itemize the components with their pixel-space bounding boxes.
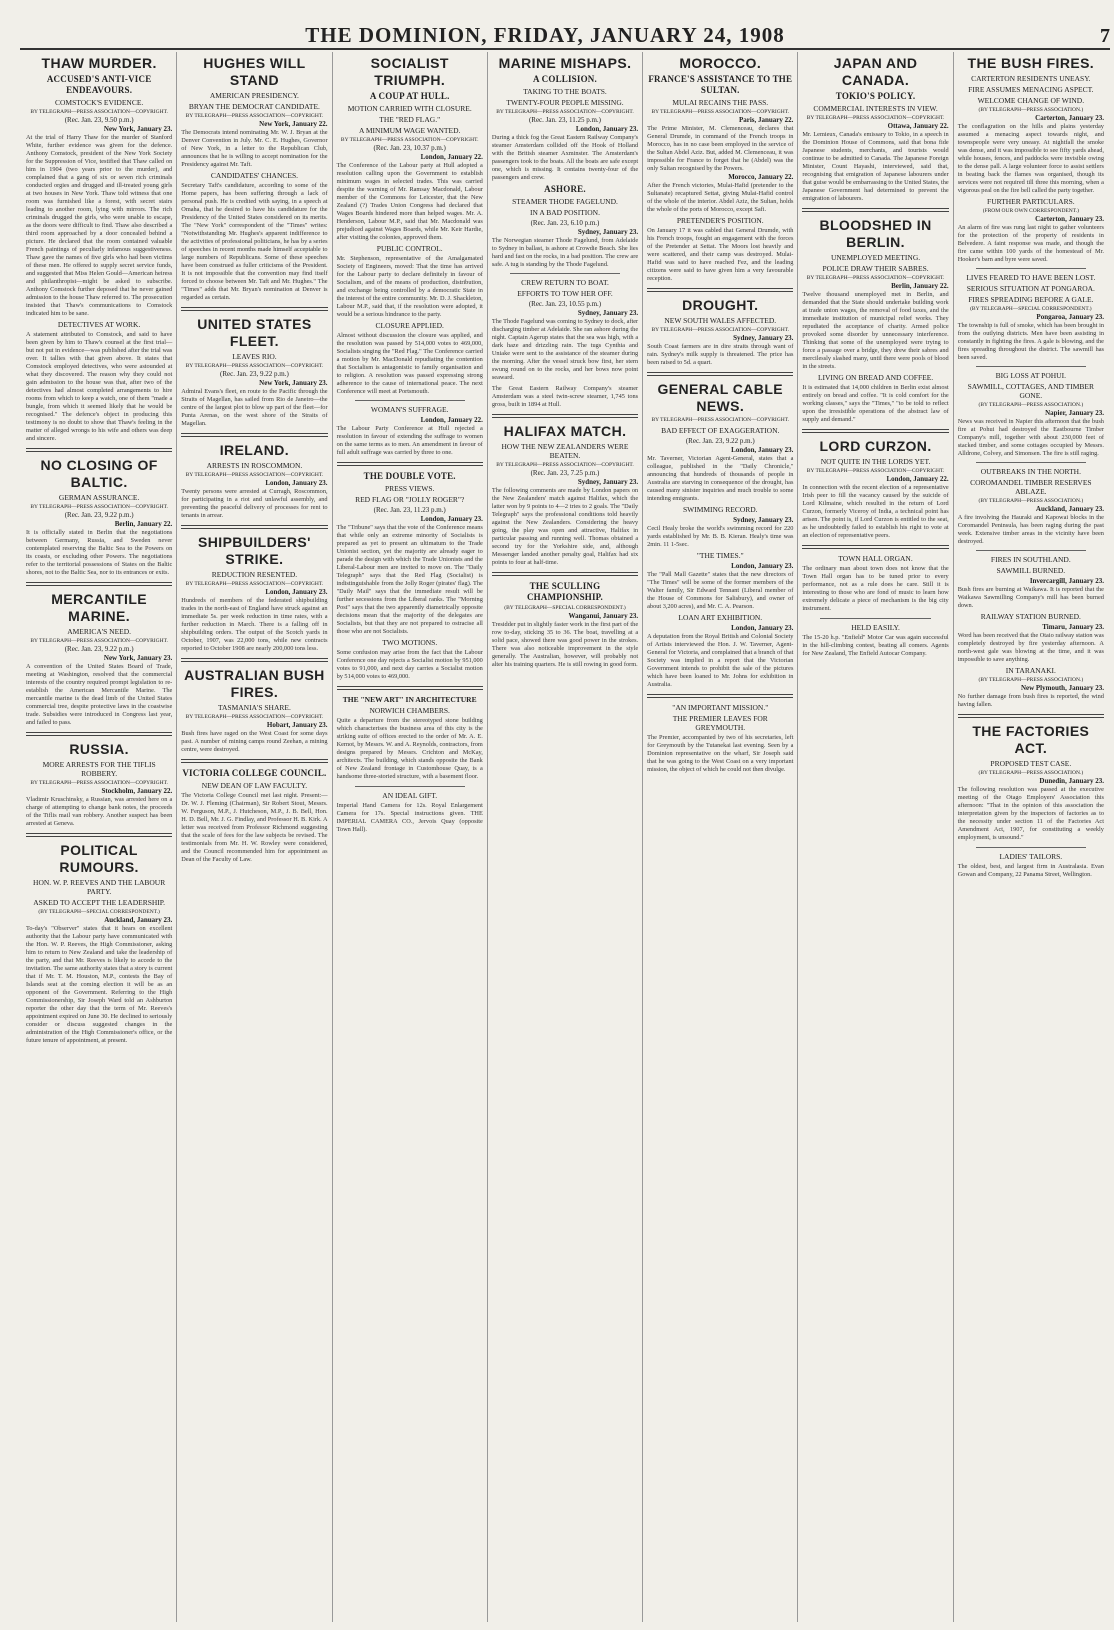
divider	[976, 462, 1086, 463]
credit-line: BY TELEGRAPH—PRESS ASSOCIATION—COPYRIGHT.	[185, 581, 324, 587]
headline: RUSSIA.	[69, 741, 129, 757]
credit-line: BY TELEGRAPH—PRESS ASSOCIATION—COPYRIGHT.	[340, 137, 479, 143]
dateline: Sydney, January 23.	[577, 228, 639, 236]
article-body: South Coast farmers are in dire straits through want of rain. Sydney's milk supply is threatened. The price has been raised to 5d. a quart.	[647, 343, 794, 366]
headline: HUGHES WILL STAND	[203, 55, 306, 88]
subheadline: PROPOSED TEST CASE.	[990, 759, 1072, 768]
credit-line: BY TELEGRAPH—PRESS ASSOCIATION—COPYRIGHT.	[185, 472, 324, 478]
article-body: Bush fires have raged on the West Coast for some days past. A number of mining camps round Zeehan, a mining centre, were destroyed.	[181, 730, 328, 753]
headline: IRELAND.	[219, 442, 290, 458]
divider	[820, 618, 930, 619]
subheadline: LIVES FEARED TO HAVE BEEN LOST.	[966, 273, 1096, 282]
article-body: Mr. Lemieux, Canada's emissary to Tokio, in a speech in the Dominion House of Commons, said that bona fide Japanese students, merchants, and tourists would continue to be admitted to Canada. The Japanese Foreign Minister, Count Hayashi, interviewed, said that, recognising that emigration of Japanese labourers under that guise would be embarrassing to the United States, the Japanese Government had determined to prevent the emigration of labourers.	[802, 131, 949, 202]
subheadline: WOMAN'S SUFFRAGE.	[370, 405, 449, 414]
received-line: (Rec. Jan. 23, 9.22 p.m.)	[685, 437, 755, 445]
column-1	[22, 52, 177, 1622]
dateline: Auckland, January 23.	[1035, 505, 1104, 513]
article-body: Hundreds of members of the federated shipbuilding trades in the north-east of England have struck against an immediate 5s. per week reduction in time rates, with a further reduction in March. There is a falling off in shipbuilding orders. The output of the Scotch yards in October, 1907, was 22,000 tons, while new contracts reported to October 1908 are nearly 200,000 tons less.	[181, 597, 328, 652]
article-morocco	[647, 55, 793, 283]
credit-line: (BY TELEGRAPH—SPECIAL CORRESPONDENT.)	[504, 605, 626, 611]
subheadline: FIRES SPREADING BEFORE A GALE.	[968, 295, 1094, 304]
article-body: Bush fires are burning at Waikawa. It is reported that the Waikawa Sawmilling Company's mill has been burned down.	[957, 586, 1104, 609]
divider	[976, 366, 1086, 367]
article-japan-canada	[802, 55, 948, 203]
article-double-vote	[337, 471, 483, 681]
dateline: Dunedin, January 23.	[1039, 777, 1104, 785]
advert-ideal-gift	[337, 791, 483, 834]
received-line: (Rec. Jan. 23, 10.55 p.m.)	[528, 300, 602, 308]
dateline: New Plymouth, January 23.	[1020, 684, 1104, 692]
subheadline: PUBLIC CONTROL.	[376, 244, 443, 253]
article-hughes	[181, 55, 327, 302]
headline: SOCIALIST TRIUMPH.	[370, 55, 449, 88]
divider	[181, 658, 327, 662]
subheadline: BRYAN THE DEMOCRAT CANDIDATE.	[188, 102, 320, 111]
article-body: To-day's "Observer" states that it hears on excellent authority that the Labour party have communicated with the Hon. W. P. Reeves, the High Commissioner, asking him to return to New Zealand and take the leadership of the party, and that Mr. Reeves is likely to accede to the invitation. The same authority states that a story is current that if Mr. T. M. Houston, M.P., contests the Bay of Islands seat at the coming election it will be as an opponent of the Government. Referring to the High Commissionership, Sir Joseph Ward told an Ashburton reporter the other day that the term of Mr. Reeves's appointment expired on June 30. He declined to seriously consider or discuss suggested changes in the administration of the High Commissioner's office, or the future tenure of appointment, at present.	[26, 925, 173, 1044]
article-sculling	[492, 581, 638, 669]
credit-line: (FROM OUR OWN CORRESPONDENT.)	[982, 208, 1079, 214]
advert-ladies-tailors	[958, 852, 1104, 879]
headline: AUSTRALIAN BUSH FIRES.	[184, 667, 325, 700]
subheadline: AMERICA'S NEED.	[67, 627, 132, 636]
credit-line: BY TELEGRAPH—PRESS ASSOCIATION—COPYRIGHT.	[651, 327, 790, 333]
subheadline: "THE TIMES."	[696, 551, 744, 560]
article-note: The Great Eastern Railway Company's steamer Amsterdam was a steel twin-screw steamer, 1,745 tons gross, built in 1894 at Hull.	[491, 385, 639, 408]
subheadline: FURTHER PARTICULARS.	[987, 197, 1075, 206]
credit-line: BY TELEGRAPH—PRESS ASSOCIATION—COPYRIGHT.	[651, 109, 790, 115]
dateline: Pongaroa, January 23.	[1036, 313, 1104, 321]
article-body: Quite a departure from the stereotyped stone building which characterises the business area of this city is the striking suite of offices erected to the order of Mr. A. E. Kernot, by Messrs. W. and A. Reynolds, contractors, from designs prepared by Messrs. Crichton and McKay, architects. The building, which stands opposite the Bank of New Zealand frontage in Customhouse Quay, is a handsome three-storied structure, with a basement floor.	[336, 717, 483, 780]
article-new-art	[337, 695, 483, 781]
dateline: Sydney, January 23.	[577, 309, 639, 317]
headline: JAPAN AND CANADA.	[833, 55, 918, 88]
divider	[802, 208, 948, 212]
column-5	[643, 52, 798, 1622]
article-body: The Thode Fagelund was coming to Sydney to dock, after discharging timber at Adelaide. She ran ashore during the night. Captain Agerup states that the sea was high, with a dark haze and drizzling rain. The tugs Cynthia and Uniake were sent to the assistance of the steamer during the morning. After the vessel struck bow first, her stern swung round on to the rocks, and her bows now point seaward.	[491, 318, 639, 381]
divider	[355, 400, 465, 401]
article-australian-bush-fires	[181, 667, 327, 754]
subheadline: TOWN HALL ORGAN.	[838, 554, 913, 563]
headline: HALIFAX MATCH.	[503, 423, 627, 439]
column-2	[177, 52, 332, 1622]
dateline: New York, January 23.	[259, 379, 328, 387]
subheadline: PRESS VIEWS.	[384, 484, 435, 493]
article-body: In connection with the recent election of a representative Irish peer to fill the vacancy caused by the suicide of Lord Kilmaine, which resulted in the return of Lord Curzon, formerly Viceroy of India, a technical point has arisen. The point is, if Lord Curzon is entitled to the seat, as he undoubtedly failed to establish his right to vote at an election of representative peers.	[802, 484, 949, 539]
subheadline: ACCUSED'S ANTI-VICE ENDEAVOURS.	[46, 74, 152, 95]
credit-line: BY TELEGRAPH—PRESS ASSOCIATION—COPYRIGHT.	[496, 109, 634, 115]
article-bush-fires	[958, 55, 1104, 709]
dateline: London, January 23.	[265, 588, 328, 596]
subheadline: HOW THE NEW ZEALANDERS WERE BEATEN.	[501, 442, 629, 460]
credit-line: BY TELEGRAPH—PRESS ASSOCIATION—COPYRIGHT.	[30, 780, 168, 786]
credit-line: BY TELEGRAPH—PRESS ASSOCIATION—COPYRIGHT.	[30, 504, 168, 510]
subheadline: FRANCE'S ASSISTANCE TO THE SULTAN.	[648, 74, 793, 95]
subheadline: UNEMPLOYED MEETING.	[830, 253, 921, 262]
article-important-mission	[647, 703, 793, 774]
subheadline: POLICE DRAW THEIR SABRES.	[822, 264, 929, 273]
advert-body: The 15-20 h.p. "Enfield" Motor Car was again successful in the hill-climbing contest, beating all comers. Agents for New Zealand, The Enfield Autocar Company.	[802, 634, 949, 657]
headline: BLOODSHED IN BERLIN.	[819, 217, 932, 250]
divider	[337, 462, 483, 466]
dateline: London, January 23.	[731, 446, 794, 454]
article-body: Admiral Evans's fleet, en route to the Pacific through the Straits of Magellan, has sailed from Rio de Janeiro—the centre of the largest plot to blow up part of the fleet—for Punta Arenas, on the west shore of the Straits of Magellan.	[181, 388, 328, 427]
article-body: It is estimated that 14,000 children in Berlin exist almost entirely on bread and coffee. "It is cold comfort for the working classes," says the "Times," "to be told to reflect upon the irresistible operations of the abstract law of supply and demand."	[802, 384, 949, 423]
article-body: Word has been received that the Otaio railway station was completely destroyed by fire yesterday afternoon. A north-west gale was blowing at the time, and it was impossible to save anything.	[957, 632, 1104, 663]
subheadline: TWENTY-FOUR PEOPLE MISSING.	[506, 98, 624, 107]
divider	[181, 433, 327, 437]
column-6	[798, 52, 953, 1622]
column-4	[488, 52, 643, 1622]
article-body: It is officially stated in Berlin that the negotiations between Germany, Russia, and Sweden never contemplated reserving the Baltic Sea to the Powers on its coasts, or excluding other Powers. The negotiations refer to the territorial possessions of States on the Baltic shores, not to the Baltic Sea, nor to its entrances or exits.	[26, 529, 173, 576]
received-line: (Rec. Jan. 23, 9.22 p.m.)	[220, 370, 289, 378]
dateline: London, January 22.	[420, 153, 483, 161]
subheadline: FIRE ASSUMES MENACING ASPECT.	[968, 85, 1094, 94]
headline: DROUGHT.	[682, 297, 759, 313]
article-russia	[26, 741, 172, 828]
subheadline: "AN IMPORTANT MISSION."	[672, 703, 769, 712]
credit-line: (BY TELEGRAPH—PRESS ASSOCIATION.)	[978, 402, 1084, 408]
subheadline: THE PREMIER LEAVES FOR GREYMOUTH.	[672, 714, 768, 732]
subheadline: A COLLISION.	[533, 74, 597, 84]
subheadline: SWIMMING RECORD.	[682, 505, 758, 514]
article-body: Twenty persons were arrested at Curragh, Roscommon, for participating in a riot and unlawful assembly, and preventing the peaceful delivery of processes for rent to tenants in arrear.	[181, 488, 328, 519]
subheadline: STEAMER THODE FAGELUND.	[512, 197, 618, 206]
divider	[802, 545, 948, 549]
headline: VICTORIA COLLEGE COUNCIL.	[182, 768, 327, 778]
article-body: At the trial of Harry Thaw for the murder of Stanford White, further evidence was given for the defence. Anthony Comstock, president of the New York Society for the Suppression of Vice, testified that Thaw called on him in 1904 (two years prior to the murder), and complained that a gang of six or seven rich criminals conducted orgies and drugged and ill-treated young girls at two houses in New York. Thaw told witness that one room was furnished like a forest, with secret stairs leading to another room, lying with mirrors. The rich criminals drugged the girls, who were unable to escape, as the doors were difficult to find. Thaw also described a third room approached by a door concealed behind a picture. He declared that the room contained valuable French paintings of peculiarly infamous suggestiveness. Thaw gave the names of five girls who had been victims of these men. He offered to supply secret service funds, and suggested that Miss Helen Gould—American heiress and philanthropist—might be asked to subscribe. Anthony Comstock further deposed that he never gained admission to the house Thaw referred to. The prosecution insisted that Thaw's communications to Comstock indicated him to be sane.	[26, 134, 173, 317]
dateline: Carterton, January 23.	[1035, 215, 1104, 223]
received-line: (Rec. Jan. 23, 11.25 p.m.)	[528, 116, 602, 124]
credit-line: BY TELEGRAPH—PRESS ASSOCIATION—COPYRIGHT.	[185, 714, 324, 720]
headline: MERCANTILE MARINE.	[51, 591, 148, 624]
article-body: Twelve thousand unemployed met in Berlin, and demanded that the State should undertake building work at trade union wages, the removal of food taxes, and the immediate institution of municipal relief works. They repudiated the acceptance of charity. Armed police provoked some disorder by unnecessary interference. Thinking that some of the unemployed were trying to force a passage over a bridge, they drew their sabres and mercilessly slashed many, until there were pools of blood in the streets.	[802, 291, 949, 370]
subheadline: IN A BAD POSITION.	[529, 208, 600, 217]
dateline: London, January 23.	[420, 515, 483, 523]
article-baltic	[26, 457, 172, 577]
article-body: Mr. Taverner, Victorian Agent-General, states that a colleague, published in the "Daily Chronicle," announcing that hundreds of thousands of people in Australia are starving in consequence of the drought, has caused many sinister inquiries and much trouble to some intending emigrants.	[647, 455, 794, 502]
credit-line: BY TELEGRAPH—PRESS ASSOCIATION—COPYRIGHT.	[185, 363, 324, 369]
divider	[976, 550, 1086, 551]
subheadline: MORE ARRESTS FOR THE TIFLIS ROBBERY.	[42, 760, 156, 778]
subheadline: OUTBREAKS IN THE NORTH.	[980, 467, 1081, 476]
article-body: The following resolution was passed at the executive meeting of the Otago Employers' Association this afternoon: "That in the opinion of this association the interpretation given by the inspectors of factories as to the necessity under section 11 of the Factories Act Amendment Act, 1907, for constituting a weekly employment, is unsound."	[957, 786, 1104, 841]
headline: UNITED STATES FLEET.	[197, 316, 312, 349]
divider	[976, 847, 1086, 848]
subheadline: HELD EASILY.	[851, 623, 900, 632]
subheadline: AMERICAN PRESIDENCY.	[209, 91, 299, 100]
subheadline: MULAI RECAINS THE PASS.	[672, 98, 769, 107]
subheadline: LOAN ART EXHIBITION.	[678, 613, 763, 622]
article-body: After the French victories, Mulai-Hafid (pretender to the Sultanate) recaptured Settat, giving Mulai-Hafid control of the whole of the interior. Abdel Aziz, the Sultan, holds the whole of the ports of Morocco, except Safi.	[647, 182, 794, 213]
subheadline: RED FLAG OR "JOLLY ROGER"?	[355, 495, 465, 504]
subheadline: REDUCTION RESENTED.	[211, 570, 298, 579]
article-body: The Premier, accompanied by two of his secretaries, left for Greymouth by the Tutanekai last evening. Seen by a Dominion representative on the wharf, Sir Joseph said that he was going to the West Coast on a very important mission, the object of which he could not then divulge.	[647, 734, 794, 773]
subheadline: COMMERCIAL INTERESTS IN VIEW.	[813, 104, 938, 113]
dateline: Morocco, January 22.	[728, 173, 794, 181]
article-bloodshed-berlin	[802, 217, 948, 424]
subheadline: HON. W. P. REEVES AND THE LABOUR PARTY.	[33, 878, 166, 896]
subheadline: AN IDEAL GIFT.	[382, 791, 438, 800]
credit-line: (BY TELEGRAPH—PRESS ASSOCIATION.)	[978, 677, 1084, 683]
dateline: New York, January 23.	[103, 654, 173, 662]
article-body: Mr. Stephenson, representative of the Amalgamated Society of Engineers, moved: That the time has arrived for the Labour party to declare definitely in favour of Socialism, and of the means of production, distribution, and exchange being controlled by a democratic State in the interest of the entire community. Mr. D. J. Shackleton, Labour M.P., said that, if the resolution were adopted, it would be a serious hindrance to the party.	[336, 255, 483, 318]
article-body: During a thick fog the Great Eastern Railway Company's steamer Amsterdam collided off the Hook of Holland with the British steamer Axminster. The Amsterdam's passengers took to the boats. All the boats are safe except one, which is missing. It contains twenty-four of the passengers and crew.	[491, 134, 639, 181]
subheadline: COMSTOCK'S EVIDENCE.	[54, 98, 144, 107]
divider	[647, 288, 793, 292]
subheadline: FIRES IN SOUTHLAND.	[990, 555, 1071, 564]
dateline: New York, January 22.	[259, 120, 328, 128]
columns	[22, 52, 1108, 1622]
subheadline: NOT QUITE IN THE LORDS YET.	[820, 457, 931, 466]
masthead	[20, 22, 1110, 50]
credit-line: (BY TELEGRAPH—SPECIAL CORRESPONDENT.)	[970, 306, 1092, 312]
subheadline: RAILWAY STATION BURNED.	[980, 612, 1081, 621]
subheadline: BAD EFFECT OF EXAGGERATION.	[661, 426, 780, 435]
credit-line: (BY TELEGRAPH—SPECIAL CORRESPONDENT.)	[38, 909, 160, 915]
dateline: Sydney, January 23.	[733, 334, 794, 342]
dateline: New York, January 23.	[103, 125, 173, 133]
dateline: Berlin, January 22.	[891, 282, 949, 290]
headline: POLITICAL RUMOURS.	[59, 842, 139, 875]
dateline: Napier, January 23.	[1045, 409, 1104, 417]
divider	[26, 732, 172, 736]
subheadline: LIVING ON BREAD AND COFFEE.	[817, 373, 934, 382]
article-marine-mishaps	[492, 55, 638, 409]
page-number: 7	[1100, 25, 1110, 47]
divider	[492, 414, 638, 418]
divider	[181, 759, 327, 763]
subheadline: CANDIDATES' CHANCES.	[210, 171, 299, 180]
dateline: Sydney, January 23.	[733, 516, 794, 524]
subheadline: CARTERTON RESIDENTS UNEASY.	[971, 74, 1091, 83]
article-body: Almost without discussion the closure was applied, and the resolution was passed by 514,000 votes to 469,000, Socialists singing the "Red Flag." The Conference carried a motion by Mr. MacDonald repudiating the contention that Socialism is antagonistic to family organisation and to religion. A resolution was passed expressing strong adherence to the cause of international peace. The next Conference will meet at Portsmouth.	[336, 332, 483, 395]
article-body: The Prime Minister, M. Clemenceau, declares that General Drumde, in command of the French troops in Morocco, has in no case been employed in the service of the Sultan Abdel Aziz. But, added M. Clemenceau, it was impossible for France to forget that he (Abdel) was the only Sultan recognised by the Powers.	[647, 125, 794, 172]
received-line: (Rec. Jan. 23, 9.22 p.m.)	[64, 511, 134, 519]
divider	[26, 833, 172, 837]
received-line: (Rec. Jan. 23, 9.50 p.m.)	[64, 116, 134, 124]
article-body: The following comments are made by London papers on the New Zealanders' match against Halifax, which the latter won by 9 points to 4—2 tries to 2 goals. The "Daily Telegraph" says the professional conditions told heavily against the New Zealanders. Considering the heavy going, the play was open and attractive, Halifax in particular passing and running well. Thomas obtained a second try for the Yorkshire side, and, although Messenger landed another penalty goal, Halifax had six points to four at half-time.	[491, 487, 639, 566]
article-body: On January 17 it was cabled that General Drumde, with his French troops, fought an engagement with the forces of the Pretender at Settat. The Moors lost heavily and were scattered, and their camp was destroyed. Mulai-Hafid was said to have reached Fez, and the leading citizens were said to have given him a very favourable reception.	[647, 227, 794, 282]
headline: MOROCCO.	[679, 55, 762, 71]
article-body: The Conference of the Labour party at Hull adopted a resolution calling upon the Government to establish minimum wages in selected trades. This was carried despite the warning of Mr. Ramsay Macdonald, Labour member of the Commons for Leicester, that the New Zealand (?) Trades Union Congress had declared that Wages Boards hindered more than helped wages. Mr. A. Henderson, Labour M.P., said that Mr. Macdonald was prejudiced against Wages Boards, while Mr. Keir Hardie, after visiting the colonies, approved them.	[336, 162, 483, 241]
subheadline: TAKING TO THE BOATS.	[523, 87, 607, 96]
article-drought	[647, 297, 793, 367]
subheadline: MOTION CARRIED WITH CLOSURE.	[347, 104, 472, 113]
headline: THAW MURDER.	[41, 55, 157, 71]
received-line: (Rec. Jan. 23, 7.25 p.m.)	[530, 469, 600, 477]
article-halifax-match	[492, 423, 638, 567]
article-body: Cecil Healy broke the world's swimming record for 220 yards established by Mr. B. B. Kieran. Healy's time was 2min. 11 1-5sec.	[647, 525, 794, 548]
divider	[802, 429, 948, 433]
divider	[647, 694, 793, 698]
credit-line: BY TELEGRAPH—PRESS ASSOCIATION—COPYRIGHT.	[806, 275, 945, 281]
subheadline: SERIOUS SITUATION AT PONGAROA.	[966, 284, 1095, 293]
divider	[26, 448, 172, 452]
dateline: London, January 23.	[265, 479, 328, 487]
headline: THE SCULLING CHAMPIONSHIP.	[526, 581, 603, 602]
subheadline: SAWMILL BURNED.	[996, 566, 1066, 575]
article-body: Vladimir Kruschinsky, a Russian, was arrested here on a charge of attempting to change bank notes, the proceeds of the Tiflis mail van robbery. Another suspect has been arrested at Geneva.	[26, 796, 173, 827]
credit-line: (BY TELEGRAPH—PRESS ASSOCIATION.)	[978, 498, 1084, 504]
subheadline: LADIES' TAILORS.	[999, 852, 1063, 861]
credit-line: BY TELEGRAPH—PRESS ASSOCIATION—COPYRIGHT.	[30, 638, 168, 644]
credit-line: BY TELEGRAPH—PRESS ASSOCIATION—COPYRIGHT.	[30, 109, 168, 115]
subheadline: NEW DEAN OF LAW FACULTY.	[201, 781, 308, 790]
article-mercantile-marine	[26, 591, 172, 727]
divider	[26, 582, 172, 586]
dateline: Sydney, January 23.	[577, 478, 639, 486]
subheadline: DETECTIVES AT WORK.	[57, 320, 141, 329]
credit-line: BY TELEGRAPH—PRESS ASSOCIATION—COPYRIGHT.	[806, 468, 945, 474]
article-town-hall-organ	[802, 554, 948, 613]
received-line: (Rec. Jan. 23, 10.37 p.m.)	[373, 144, 446, 152]
subheadline: A MINIMUM WAGE WANTED.	[359, 126, 461, 135]
article-body: News was received in Napier this afternoon that the bush fire at Pohui had destroyed the Eastbourne Timber Company's mill, together with about 230,000 feet of stacked timber, and some cottages occupied by Messrs. Alldrone, Colvey, and Simonsen. The fire is still raging.	[957, 418, 1104, 457]
subheadline: TASMANIA'S SHARE.	[218, 703, 291, 712]
dateline: Invercargill, January 23.	[1029, 577, 1104, 585]
subheadline: ASKED TO ACCEPT THE LEADERSHIP.	[33, 898, 166, 907]
article-body: Tresidder put in slightly faster work in the first part of the row to-day, sticking 35 to 36. The boat, travelling at a solid pace, showed there was good power in the strokes. There was also noticeable improvement in the style generally. The Australian, however, will probably not alter his training quarters. He is still rowing in good form.	[491, 621, 639, 668]
article-body: No further damage from bush fires is reported, the wind having fallen.	[957, 693, 1104, 708]
subheadline: TOKIO'S POLICY.	[835, 91, 916, 101]
article-shipbuilders	[181, 534, 327, 653]
divider	[958, 714, 1104, 718]
headline: LORD CURZON.	[819, 438, 932, 454]
article-body: The Labour Party Conference at Hull rejected a resolution in favour of extending the suffrage to women on the same terms as to men. An amendment in favour of full adult suffrage was carried by three to one.	[336, 425, 483, 456]
subheadline: LEAVES RIO.	[232, 352, 277, 361]
received-line: (Rec. Jan. 23, 6.10 p.m.)	[530, 219, 600, 227]
headline: MARINE MISHAPS.	[498, 55, 632, 71]
headline: THE FACTORIES ACT.	[972, 723, 1090, 756]
dateline: London, January 23.	[731, 562, 794, 570]
credit-line: BY TELEGRAPH—PRESS ASSOCIATION—COPYRIGHT.	[185, 113, 324, 119]
article-victoria-college	[181, 768, 327, 864]
headline: THE DOUBLE VOTE.	[363, 471, 456, 481]
subheadline: CLOSURE APPLIED.	[375, 321, 444, 330]
headline: THE BUSH FIRES.	[967, 55, 1095, 71]
dateline: Paris, January 22.	[738, 116, 794, 124]
article-political-rumours	[26, 842, 172, 1045]
dateline: Timaru, January 23.	[1042, 623, 1104, 631]
subheadline: TWO MOTIONS.	[382, 638, 438, 647]
subheadline: ASHORE.	[544, 184, 586, 194]
divider	[181, 525, 327, 529]
headline: NO CLOSING OF BALTIC.	[40, 457, 158, 490]
column-7	[954, 52, 1108, 1622]
received-line: (Rec. Jan. 23, 11.23 p.m.)	[373, 506, 446, 514]
dateline: Berlin, January 22.	[114, 520, 173, 528]
advert-body: The oldest, best, and largest firm in Australasia. Evan Gowan and Company, 22 Panama Street, Wellington.	[957, 863, 1104, 878]
subheadline: ARRESTS IN ROSCOMMON.	[206, 461, 303, 470]
dateline: London, January 23.	[731, 624, 794, 632]
advert-body: Imperial Hand Camera for 12s. Royal Enlargement Camera for 17s. Special instructions given. THE IMPERIAL CAMERA CO., Jervois Quay (opposite Town Hall).	[336, 802, 483, 833]
headline: THE "NEW ART" IN ARCHITECTURE	[342, 695, 477, 704]
subheadline: SAWMILL, COTTAGES, AND TIMBER GONE.	[967, 382, 1095, 400]
dateline: Wanganui, January 23.	[568, 612, 639, 620]
subheadline: COROMANDEL TIMBER RESERVES ABLAZE.	[970, 478, 1092, 496]
article-socialist-triumph	[337, 55, 483, 457]
article-lord-curzon	[802, 438, 948, 540]
subheadline: NEW SOUTH WALES AFFECTED.	[664, 316, 777, 325]
article-body: The "Tribune" says that the vote of the Conference means that while only an extreme minority of Socialists is prepared as yet to present an ultimatum to the Trade Unionist section, yet the majority are already eager to parade the design with which the Trade Unionists and the Liberal-Labour men are invited to move on. The "Daily Telegraph" says that the Red Flag (Socialist) is indistinguishable from the Jolly Roger (pirates' flag). The "Daily Mail" says that the immediate result will be further secessions from the Liberal ranks. The "Morning Post" says that the two apparently diametrically opposite decisions mean that the majority of the delegates are Socialists, but that they are not prepared to ostracise all those who are not Socialists.	[336, 524, 483, 635]
subheadline: IN TARANAKI.	[1005, 666, 1056, 675]
subheadline: NORWICH CHAMBERS.	[369, 706, 450, 715]
received-line: (Rec. Jan. 23, 9.22 p.m.)	[64, 645, 134, 653]
article-thaw-murder	[26, 55, 172, 443]
column-3	[333, 52, 488, 1622]
dateline: London, January 22.	[420, 416, 483, 424]
article-body: Secretary Taft's candidature, according to some of the Home papers, has been suffering through a lack of personal push. He is credited with saying, in a speech at Omaha, that he desired to have his candidature for the Presidency of the United States considered on its merits. The "New York" correspondent of the "Times" writes: "Notwithstanding Mr. Hughes's apparent indifference to the activities of professional politicians, he has by a series of speeches in recent months made himself acceptable to large numbers of Republicans. Some of these speeches have been construed as fuller criticisms of the President. It is not impossible that the convention may find itself forced to choose between Mr. Taft and Mr. Hughes." The "Times" adds that Mr. Bryan's nomination at Denver is regarded as certain.	[181, 182, 328, 301]
article-body: The "Pall Mall Gazette" states that the new directors of "The Times" will be some of the former members of the Walter family, Sir Edward Tennant (Liberal member of the House of Commons for Salisbury), and owner of about 3,200 acres), and Mr. C. A. Pearson.	[647, 571, 794, 610]
subheadline: BIG LOSS AT POHUI.	[995, 371, 1066, 380]
article-factories-act	[958, 723, 1104, 842]
dateline: Hobart, January 23.	[266, 721, 328, 729]
subheadline: PRETENDER'S POSITION.	[676, 216, 764, 225]
subheadline: EFFORTS TO TOW HER OFF.	[517, 289, 613, 298]
article-body: A statement attributed to Comstock, and said to have been given by him to Thaw's counsel at the first trial—but not put in evidence—was published after the trial was over. It tallies with that given above. It states that Comstock employed detectives, who were astounded at what they discovered. The reason why they could not gain admission to the house was that, after two of the detectives had almost completed arrangements to hire rooms from which to keep a watch, one of them "made a bungle, from which it seemed likely that he would be recognised." The defence's object in producing this testimony is no doubt to show that Thaw's feeling in the matter of alleged wrongs to his wife and others was deep and sincere.	[26, 331, 173, 442]
divider	[492, 572, 638, 576]
article-body: A convention of the United States Board of Trade, meeting at Washington, resolved that the commercial interests of the country required prompt legislation to re-establish the American Mercantile Marine. The mercantile marine is the dead limb of the United States commercial tree, despite protective laws in the coastwise trade. Subsidies were introduced in Congress last year, and failed to pass.	[26, 663, 173, 726]
credit-line: BY TELEGRAPH—PRESS ASSOCIATION—COPYRIGHT.	[806, 115, 945, 121]
subheadline: A COUP AT HULL.	[369, 91, 450, 101]
divider	[976, 268, 1086, 269]
credit-line: (BY TELEGRAPH—PRESS ASSOCIATION.)	[978, 107, 1084, 113]
dateline: Carterton, January 23.	[1035, 114, 1104, 122]
article-body: The Victoria College Council met last night. Present:—Dr. W. J. Fleming (Chairman), Sir Robert Stout, Messrs. W. Ferguson, M.P., J. Hutcheson, M.P., J. B. Bell, Hon. H. D. Bell, Mr. J. G. Findlay, and Professor H. B. Kirk. A letter was received from Professor Richmond suggesting that the scale of fees for the law subjects be revised. The testimonials from Mr. H. W. Rowley were considered, and the Council recommended him for appointment as Dean of the Faculty of Law.	[181, 792, 328, 863]
article-body: Some confusion may arise from the fact that the Labour Conference one day rejects a Socialist motion by 951,000 votes to 91,000, and next day carries a Socialist motion by 514,000 votes to 469,000.	[336, 649, 483, 680]
divider	[337, 686, 483, 690]
dateline: London, January 23.	[575, 125, 639, 133]
divider	[181, 307, 327, 311]
headline: GENERAL CABLE NEWS.	[657, 381, 784, 414]
dateline: London, January 22.	[886, 475, 949, 483]
divider	[647, 372, 793, 376]
advert-held-easily	[802, 623, 948, 658]
subheadline: THE "RED FLAG."	[379, 115, 441, 124]
article-body: A deputation from the Royal British and Colonial Society of Artists interviewed the Hon. J. W. Taverner, Agent-General for Victoria, and complained that a branch of that Society was implied in a report that the Victorian Government intends to prohibit the sale of the pictures which have been loaned to Mr. Johns for exhibition in Australia.	[647, 633, 794, 688]
article-body: The ordinary man about town does not know that the Town Hall organ has to be tuned prior to every performance, not as a rule does he care. Still it is interesting to those who are fond of music to learn how extremely delicate a piece of mechanism is the big city instrument.	[802, 565, 949, 612]
dateline: Ottawa, January 22.	[887, 122, 949, 130]
dateline: Stockholm, January 22.	[101, 787, 173, 795]
dateline: Auckland, January 23.	[104, 916, 173, 924]
article-body: The Democrats intend nominating Mr. W. J. Bryan at the Denver Convention in July. Mr. C. E. Hughes, Governor of New York, in a letter to the Republican Club, announces that he is willing to accept nomination for the Presidency against Mr. Taft.	[181, 129, 328, 168]
credit-line: BY TELEGRAPH—PRESS ASSOCIATION—COPYRIGHT.	[496, 462, 634, 468]
article-body: The township is full of smoke, which has been brought in from the outlying districts. Men have been assisting in constantly in fighting the fires. A gale is blowing, and the fires spreading throughout the district. The sawmill has been saved.	[957, 322, 1104, 361]
article-body: The Norwegian steamer Thode Fagelund, from Adelaide to Sydney in ballast, is ashore at Crowdie Beach. She lies hard and fast on the rocks, in a bad position. The crew are safe. A tug is standing by the Thode Fagelund.	[491, 237, 639, 268]
subheadline: GERMAN ASSURANCE.	[58, 493, 140, 502]
masthead-title: THE DOMINION, FRIDAY, JANUARY 24, 1908	[305, 23, 785, 47]
article-us-fleet	[181, 316, 327, 428]
article-body: The conflagration on the hills and plains yesterday assumed a menacing aspect towards night, and townspeople were very uneasy. At nightfall the smoke was dense, and it was impossible to see fifty yards ahead, while houses, fences, and paddocks were invisible owing to the dense pall. A large volunteer force to assist settlers in beating back the flames was organised, though its services were not required till three this morning, when a vigorous peal on the fire bell called the party together.	[957, 123, 1104, 194]
article-body: A fire involving the Hauraki and Kapowai blocks in the Coromandel Peninsula, has been raging during the past week. Extensive timber areas in the vicinity have been destroyed.	[957, 514, 1104, 545]
credit-line: (BY TELEGRAPH—PRESS ASSOCIATION.)	[978, 770, 1084, 776]
credit-line: BY TELEGRAPH—PRESS ASSOCIATION—COPYRIGHT.	[651, 417, 790, 423]
divider	[510, 273, 620, 274]
article-ireland	[181, 442, 327, 520]
divider	[355, 786, 465, 787]
article-body: An alarm of fire was rung last night to gather volunteers for the protection of the property of residents in Belvedere. A faint response was made, and though the fire came within 100 yards of the homestead of Mr. Hooker's barn and byre were saved.	[957, 224, 1104, 263]
subheadline: WELCOME CHANGE OF WIND.	[977, 96, 1085, 105]
headline: SHIPBUILDERS' STRIKE.	[198, 534, 311, 567]
subheadline: CREW RETURN TO BOAT.	[521, 278, 609, 287]
article-general-cable-news	[647, 381, 793, 689]
